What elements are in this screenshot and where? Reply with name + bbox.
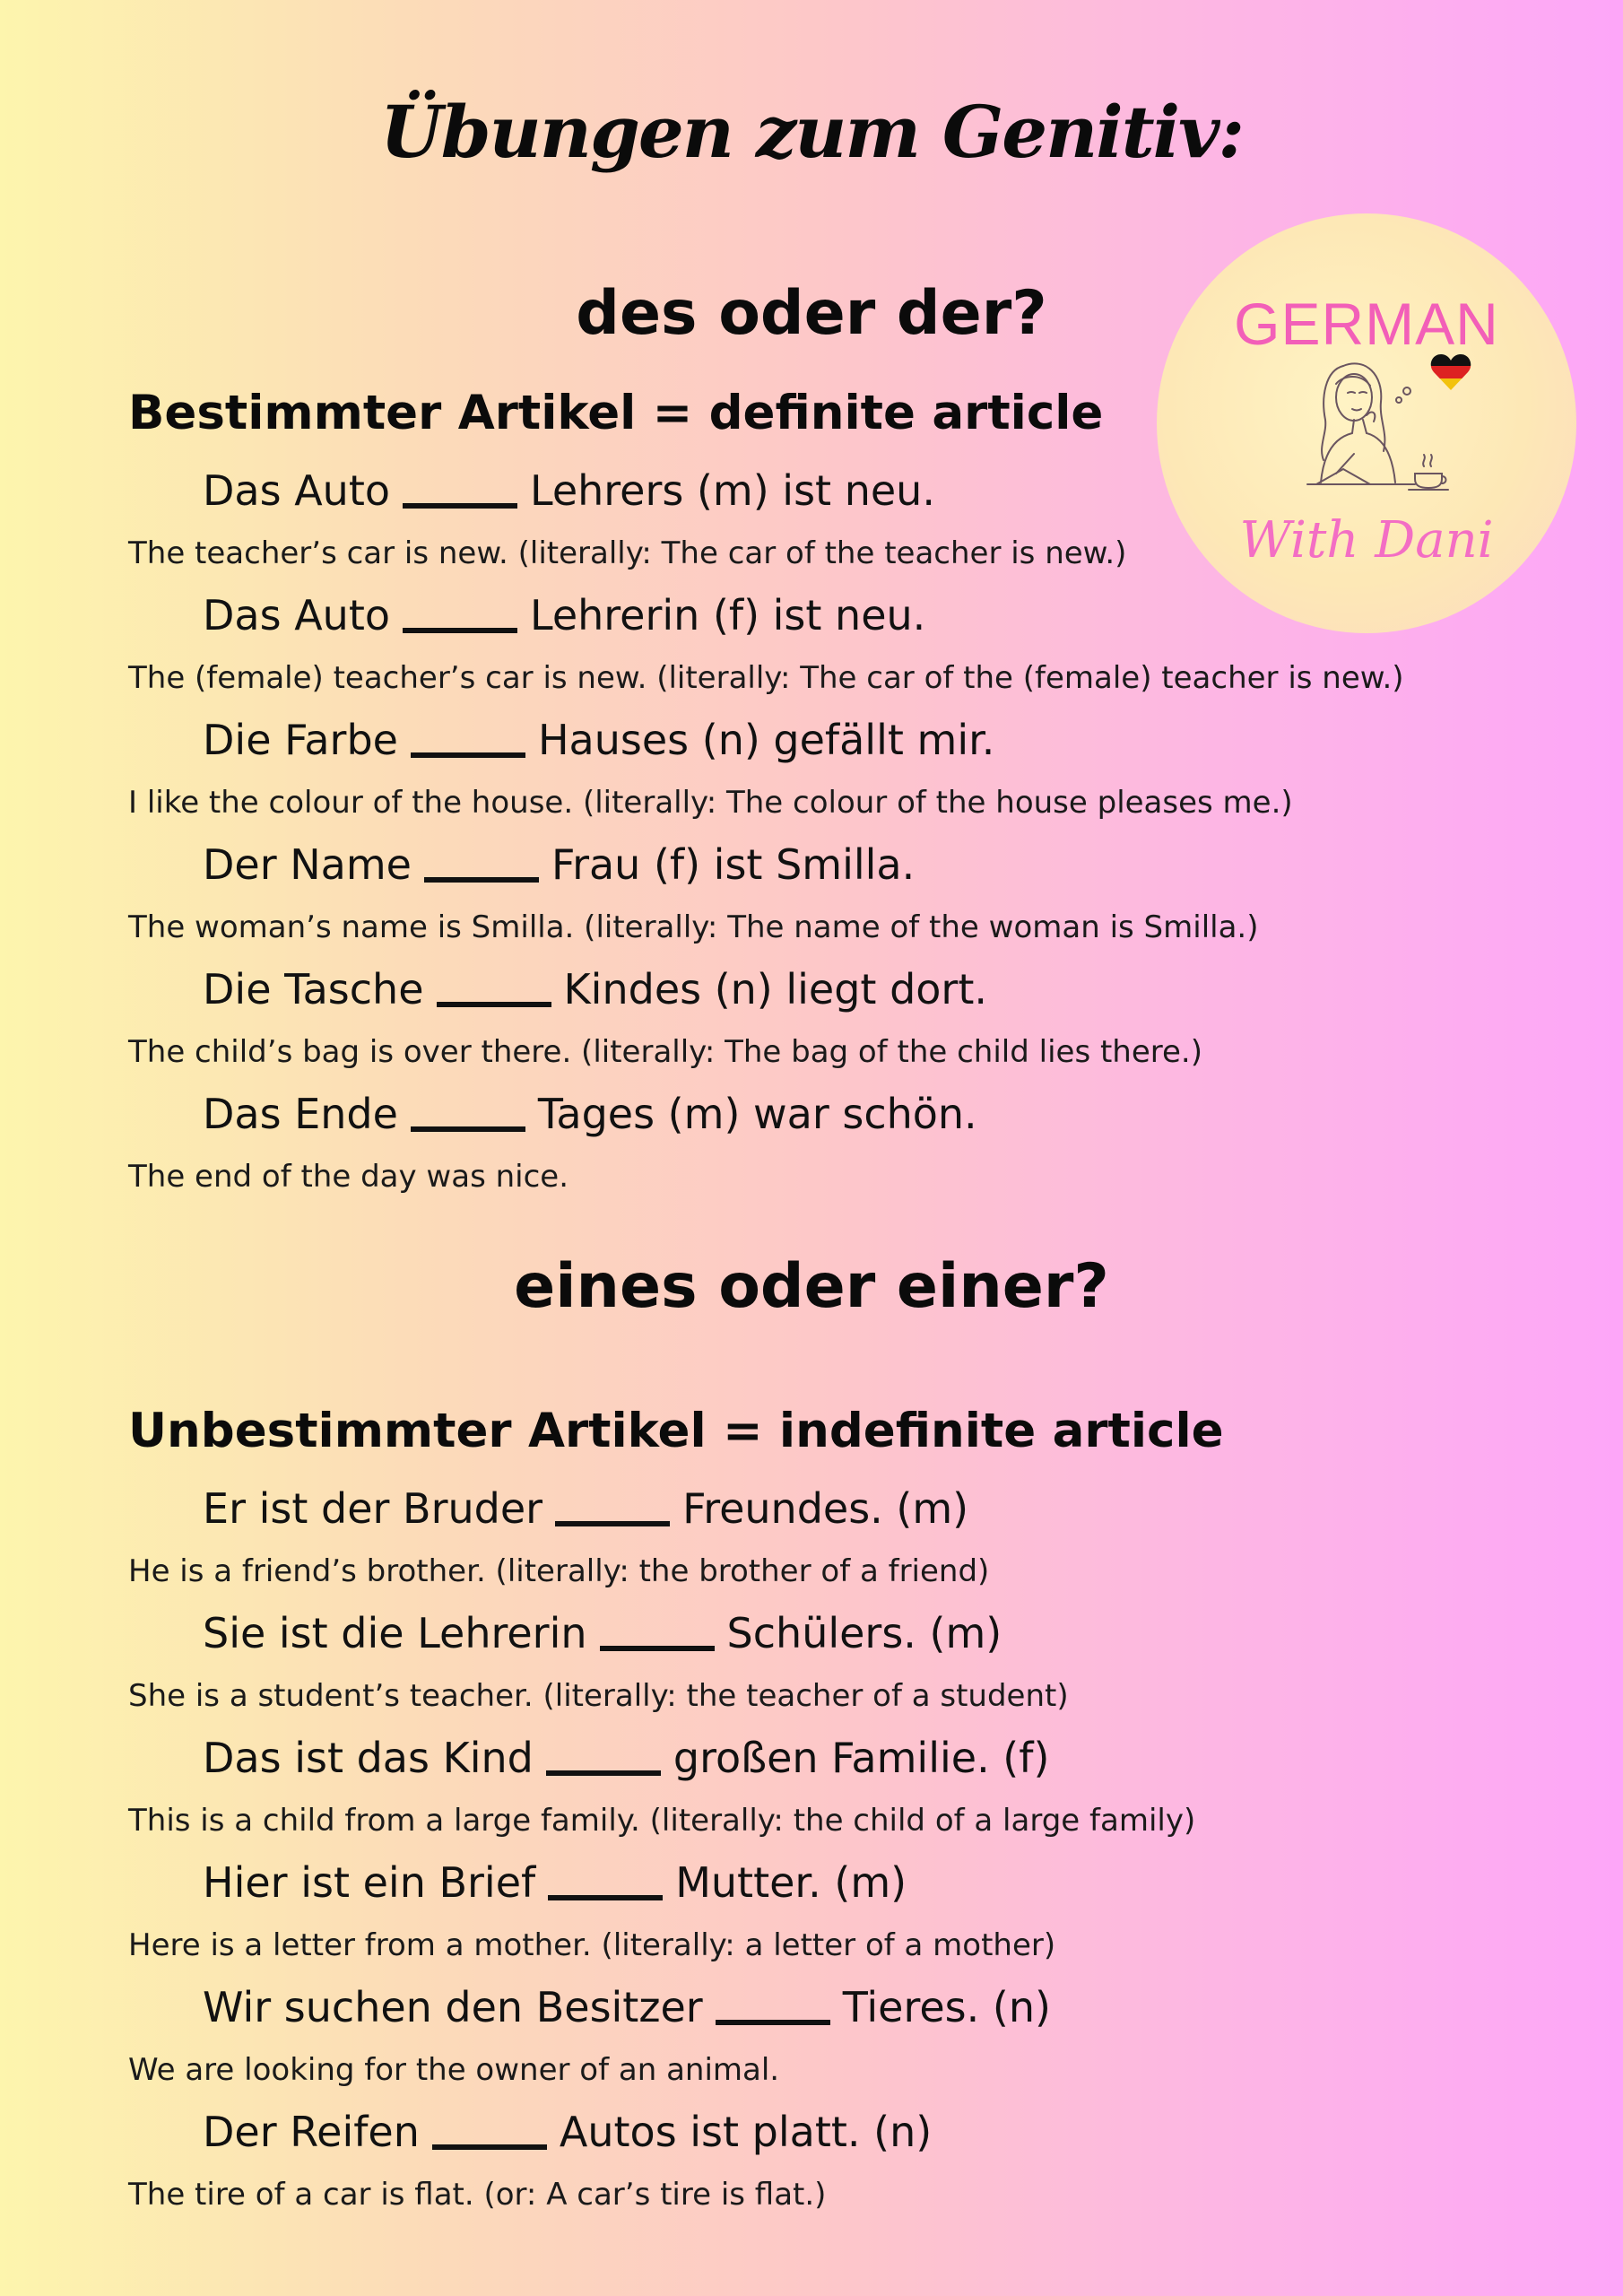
sentence-end: Tieres. (n) — [842, 1983, 1051, 2031]
answer-blank — [432, 2144, 547, 2150]
answer-blank — [411, 1126, 525, 1132]
section-title-indefinite: Unbestimmter Artikel = indefinite article — [128, 1404, 1224, 1458]
translation-9: This is a child from a large family. (literally: the child of a large family) — [128, 1803, 1196, 1839]
answer-blank — [716, 2020, 830, 2025]
sentence-start: Wir suchen den Besitzer — [203, 1983, 703, 2031]
sentence-start: Die Farbe — [203, 716, 398, 764]
answer-blank — [424, 877, 539, 883]
logo-tagline-text: With Dani — [1239, 511, 1494, 570]
answer-blank — [600, 1646, 715, 1651]
logo-brand-text: GERMAN — [1234, 291, 1499, 357]
sentence-start: Die Tasche — [203, 965, 424, 1013]
answer-blank — [437, 1002, 551, 1007]
sentence-start: Das Auto — [203, 466, 390, 515]
sentence-start: Der Reifen — [203, 2108, 420, 2156]
sentence-start: Hier ist ein Brief — [203, 1858, 536, 1907]
sentence-end: Frau (f) ist Smilla. — [551, 840, 916, 889]
translation-10: Here is a letter from a mother. (literally: a letter of a mother) — [128, 1927, 1056, 1963]
sentence-start: Er ist der Bruder — [203, 1484, 543, 1533]
sentence-end: Tages (m) war schön. — [537, 1090, 977, 1138]
logo-badge — [1157, 213, 1576, 633]
translation-7: He is a friend’s brother. (literally: the brother of a friend) — [128, 1553, 990, 1589]
part2-heading: eines oder einer? — [514, 1251, 1109, 1322]
sentence-end: großen Familie. (f) — [673, 1734, 1050, 1782]
sentence-start: Das Auto — [203, 591, 390, 639]
translation-1: The teacher’s car is new. (literally: The car of the teacher is new.) — [128, 535, 1127, 571]
translation-3: I like the colour of the house. (literally: The colour of the house pleases me.) — [128, 785, 1293, 821]
sentence-end: Freundes. (m) — [682, 1484, 969, 1533]
translation-4: The woman’s name is Smilla. (literally: The name of the woman is Smilla.) — [128, 909, 1259, 945]
sentence-start: Der Name — [203, 840, 412, 889]
sentence-end: Lehrerin (f) ist neu. — [530, 591, 926, 639]
answer-blank — [411, 752, 525, 758]
translation-11: We are looking for the owner of an animal. — [128, 2052, 780, 2088]
section-title-definite: Bestimmter Artikel = definite article — [128, 386, 1104, 440]
translation-6: The end of the day was nice. — [128, 1159, 569, 1195]
page-title: Übungen zum Genitiv: — [379, 90, 1244, 174]
translation-12: The tire of a car is flat. (or: A car’s tire is flat.) — [128, 2177, 827, 2213]
sentence-end: Autos ist platt. (n) — [559, 2108, 933, 2156]
sentence-start: Das ist das Kind — [203, 1734, 534, 1782]
answer-blank — [403, 628, 517, 633]
sentence-end: Mutter. (m) — [675, 1858, 907, 1907]
sentence-end: Kindes (n) liegt dort. — [563, 965, 988, 1013]
sentence-end: Hauses (n) gefällt mir. — [537, 716, 995, 764]
sentence-end: Lehrers (m) ist neu. — [530, 466, 935, 515]
answer-blank — [555, 1521, 670, 1526]
translation-8: She is a student’s teacher. (literally: the teacher of a student) — [128, 1678, 1069, 1714]
answer-blank — [403, 503, 517, 509]
answer-blank — [546, 1770, 661, 1776]
sentence-start: Das Ende — [203, 1090, 398, 1138]
sentence-end: Schülers. (m) — [726, 1609, 1002, 1657]
part1-heading: des oder der? — [576, 278, 1047, 349]
answer-blank — [548, 1895, 663, 1900]
translation-5: The child’s bag is over there. (literally: The bag of the child lies there.) — [128, 1034, 1202, 1070]
sentence-start: Sie ist die Lehrerin — [203, 1609, 587, 1657]
translation-2: The (female) teacher’s car is new. (literally: The car of the (female) teacher is new.) — [128, 660, 1404, 696]
german-flag-heart-icon — [1430, 352, 1471, 392]
